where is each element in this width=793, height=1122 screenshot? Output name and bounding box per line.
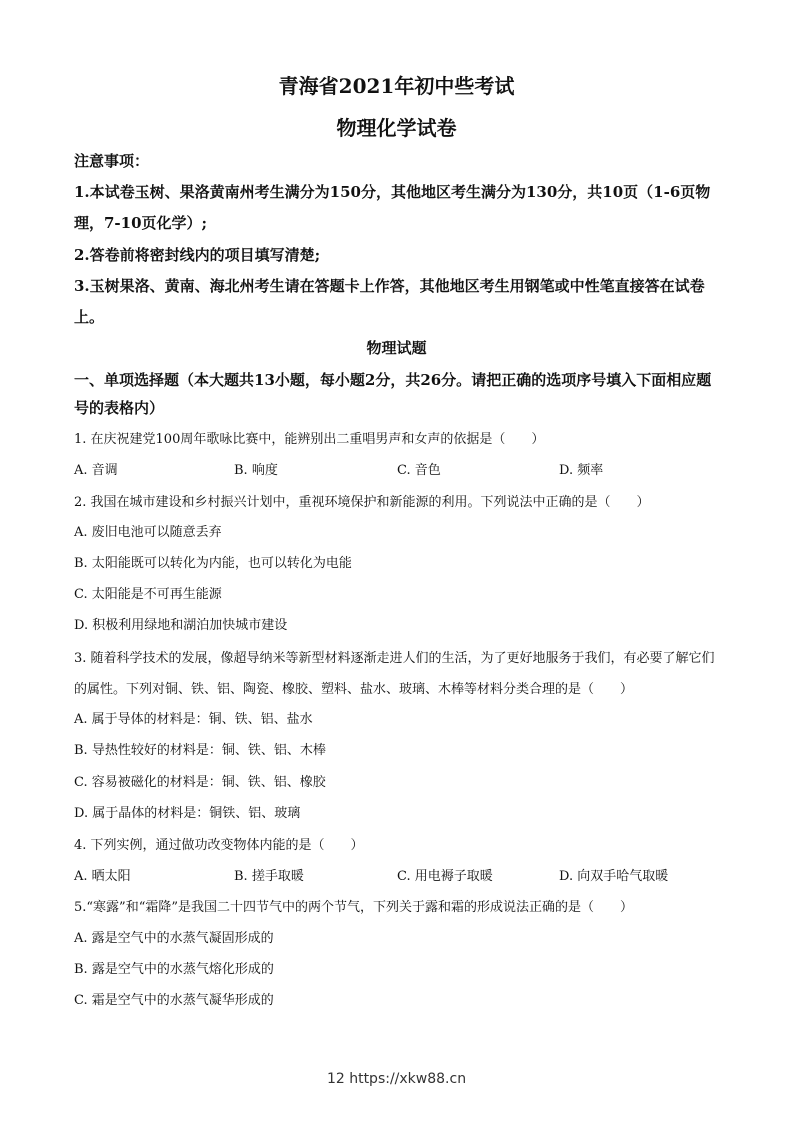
option-4d: D. 向双手哈气取暖	[559, 869, 669, 884]
question-stem-3: 3. 随着科学技术的发展，像超导纳米等新型材料逐渐走进人们的生活，为了更好地服务于我们，有必要了解它们的属性。下列对铜、铁、铝、陶瓷、橡胶、塑料、盐水、玻璃、木棒等材料分类合理的是（ ）	[74, 651, 715, 697]
option-5c: C. 霜是空气中的水蒸气凝华形成的	[74, 993, 274, 1008]
question-stem-1: 1. 在庆祝建党100周年歌咏比赛中，能辨别出二重唱男声和女声的依据是（ ）	[74, 432, 545, 447]
question-stem-5: 5.“寒露”和“霜降”是我国二十四节气中的两个节气，下列关于露和霜的形成说法正确的是（ ）	[74, 900, 633, 915]
option-3d: D. 属于晶体的材料是：铜铁、铝、玻璃	[74, 806, 301, 821]
option-2c: C. 太阳能是不可再生能源	[74, 587, 222, 602]
section-title: 物理试题	[366, 339, 427, 357]
note-item-1: 1.本试卷玉树、果洛黄南州考生满分为150分，其他地区考生满分为130分，共10页（1-6页物理，7-10页化学）;	[74, 183, 711, 232]
option-3b: B. 导热性较好的材料是：铜、铁、铝、木棒	[74, 743, 326, 758]
option-3a: A. 属于导体的材料是：铜、铁、铝、盐水	[74, 712, 313, 727]
option-5b: B. 露是空气中的水蒸气熔化形成的	[74, 962, 274, 977]
option-4c: C. 用电褥子取暖	[397, 869, 493, 884]
part-heading: 一、单项选择题（本大题共13小题，每小题2分，共26分。请把正确的选项序号填入下面相应题号的表格内）	[74, 371, 712, 417]
option-1b: B. 响度	[234, 463, 278, 478]
option-5a: A. 露是空气中的水蒸气凝固形成的	[74, 931, 274, 946]
option-1d: D. 频率	[559, 463, 604, 478]
option-3c: C. 容易被磁化的材料是：铜、铁、铝、橡胶	[74, 775, 326, 790]
note-item-3: 3.玉树果洛、黄南、海北州考生请在答题卡上作答，其他地区考生用钢笔或中性笔直接答在试卷上。	[74, 277, 705, 326]
note-item-2: 2.答卷前将密封线内的项目填写清楚;	[74, 246, 321, 264]
question-stem-2: 2. 我国在城市建设和乡村振兴计划中，重视环境保护和新能源的利用。下列说法中正确的是（ ）	[74, 495, 650, 510]
option-2a: A. 废旧电池可以随意丢弃	[74, 525, 222, 540]
option-2b: B. 太阳能既可以转化为内能，也可以转化为电能	[74, 556, 352, 571]
option-4a: A. 晒太阳	[74, 869, 131, 884]
option-1c: C. 音色	[397, 463, 441, 478]
question-stem-4: 4. 下列实例，通过做功改变物体内能的是（ ）	[74, 838, 364, 853]
option-2d: D. 积极利用绿地和湖泊加快城市建设	[74, 618, 288, 633]
option-4b: B. 搓手取暖	[234, 869, 304, 884]
exam-subtitle: 物理化学试卷	[336, 116, 457, 140]
notes-heading: 注意事项：	[74, 152, 150, 170]
exam-title: 青海省2021年初中些考试	[278, 74, 515, 98]
option-1a: A. 音调	[74, 463, 118, 478]
page-footer: 12 https://xkw88.cn	[326, 1071, 467, 1087]
